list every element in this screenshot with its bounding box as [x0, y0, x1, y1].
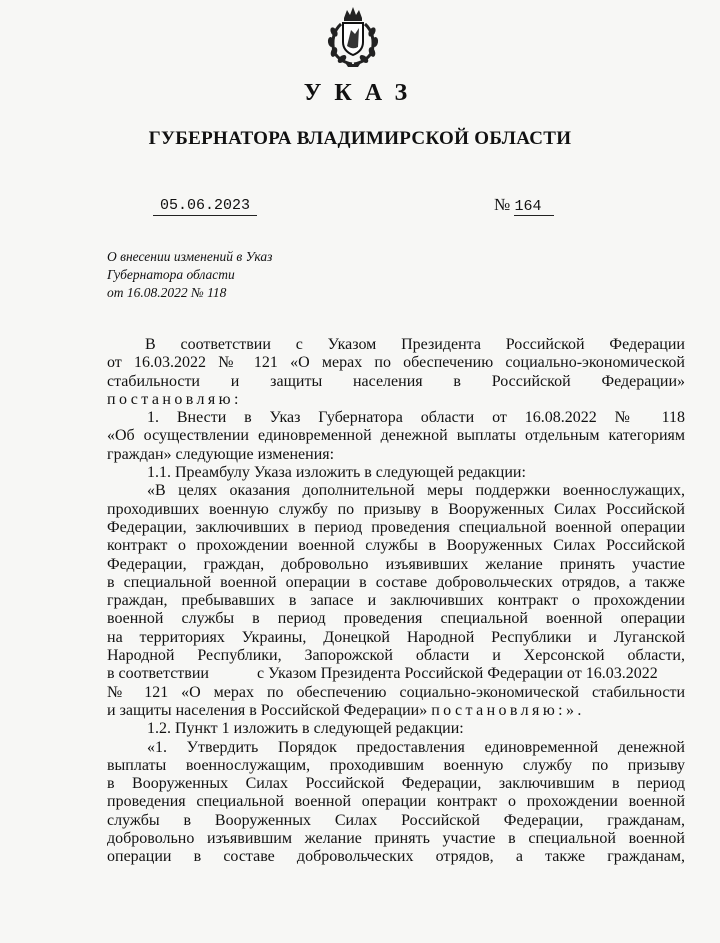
quote-line: граждан, пребывавших в запасе и заключивших контракт о прохождении — [107, 592, 685, 610]
quote-line: № 121 «О мерах по обеспечению социально-экономической стабильности — [107, 683, 685, 701]
quote-fragment: и защиты населения в Российской Федерации» — [107, 701, 428, 719]
quote-line: в Вооруженных Силах Российской Федерации, заключившим в период — [107, 775, 685, 793]
quote-line: контракт о прохождении военной службы в Вооруженных Силах Российской — [107, 537, 685, 555]
quote-line: Федерации, граждан, добровольно изъявивших желание принять участие — [107, 555, 685, 573]
decree-word: постановляю: — [107, 390, 242, 408]
quote-fragment: в соответствии — [107, 665, 209, 683]
reference-line: от 16.08.2022 № 118 — [107, 285, 227, 300]
quote-fragment: с Указом Президента Российской Федерации от 16.03.2022 — [256, 665, 658, 683]
document-subtitle: ГУБЕРНАТОРА ВЛАДИМИРСКОЙ ОБЛАСТИ — [148, 128, 572, 149]
quote-line: в специальной военной операции в составе добровольческих отрядов, а также — [107, 573, 685, 591]
text-line: В соответствии с Указом Президента Российской Федерации — [145, 336, 685, 353]
quote-line — [107, 702, 685, 720]
quote-line: Народной Республики, Запорожской области и Херсонской области, — [107, 647, 685, 665]
text-line: стабильности и защиты населения в Российской Федерации» — [107, 372, 685, 390]
number-sign: № — [494, 195, 511, 214]
quote-line — [107, 665, 685, 683]
decree-number: 164 — [514, 198, 554, 216]
coat-of-arms-icon — [322, 4, 384, 68]
quote-line: «В целях оказания дополнительной меры поддержки военнослужащих, — [147, 482, 685, 500]
quote-line: службы в Вооруженных Силах Российской Федерации, гражданам, — [107, 811, 685, 829]
reference-line: Губернатора области — [107, 267, 235, 282]
quote-line: проведения специальной военной операции контракт о прохождении военной — [107, 793, 685, 811]
document-title: УКАЗ — [303, 80, 421, 106]
quote-line: «1. Утвердить Порядок предоставления единовременной денежной — [147, 738, 685, 756]
text-line: 1.1. Преамбулу Указа изложить в следующей редакции: — [147, 464, 526, 482]
quote-line: проходивших военную службу по призыву в Вооруженных Силах Российской — [107, 500, 685, 518]
quote-line: добровольно изъявившим желание принять участие в специальной военной — [107, 830, 685, 848]
reference-line: О внесении изменений в Указ — [107, 249, 273, 264]
text-line: «Об осуществлении единовременной денежной выплаты отдельным категориям — [107, 427, 685, 445]
reference-note — [107, 248, 272, 302]
text-line: 1. Внести в Указ Губернатора области от 16.08.2022 № 118 — [147, 409, 685, 427]
text-line: граждан» следующие изменения: — [107, 445, 335, 463]
quote-line: операции в составе добровольческих отрядов, а также гражданам, — [107, 848, 685, 866]
quote-line: на территориях Украины, Донецкой Народной Республики и Луганской — [107, 628, 685, 646]
decree-number-block — [494, 195, 554, 216]
decree-date: 05.06.2023 — [153, 197, 257, 216]
text-line: 1.2. Пункт 1 изложить в следующей редакции: — [147, 720, 464, 738]
quote-line: военной службы в период проведения специальной военной операции — [107, 610, 685, 628]
text-line: от 16.03.2022 № 121 «О мерах по обеспечению социально-экономической — [107, 354, 685, 372]
quote-line: выплаты военнослужащим, проходившим военную службу по призыву — [107, 756, 685, 774]
decree-body — [107, 336, 685, 867]
decree-word-inline: постановляю:». — [431, 701, 585, 719]
quote-line: Федерации, заключивших в период проведения специальной военной операции — [107, 518, 685, 536]
